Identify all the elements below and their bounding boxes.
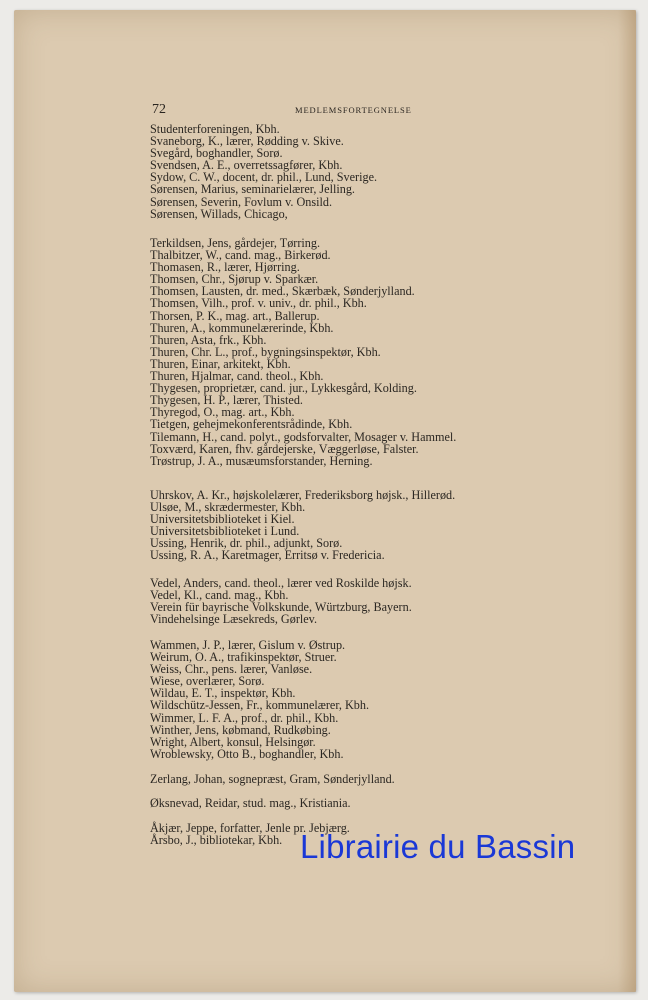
member-entry: Thuren, Einar, arkitekt, Kbh.	[150, 356, 291, 371]
member-section-s	[150, 123, 377, 220]
member-entry: Vindehelsinge Læsekreds, Gørlev.	[150, 612, 318, 627]
member-entry: Thygesen, proprietær, cand. jur., Lykkesgård, Kolding.	[150, 381, 417, 396]
member-entry: Universitetsbiblioteket i Kiel.	[150, 512, 295, 527]
member-entry: Årsbo, J., bibliotekar, Kbh.	[150, 833, 283, 848]
member-section-z	[150, 773, 395, 785]
member-section-u	[150, 489, 455, 562]
seller-watermark: Librairie du Bassin	[300, 828, 576, 865]
member-entry: Ussing, Henrik, dr. phil., adjunkt, Sorø.	[150, 536, 343, 551]
member-entry: Øksnevad, Reidar, stud. mag., Kristiania.	[150, 796, 351, 810]
member-entry: Wiese, overlærer, Sorø.	[150, 674, 265, 689]
member-section-oe	[150, 797, 351, 809]
member-entry: Vedel, Anders, cand. theol., lærer ved Roskilde højsk.	[150, 576, 412, 590]
member-entry: Thomasen, R., lærer, Hjørring.	[150, 260, 300, 275]
member-entry: Tietgen, gehejmekonferentsrådinde, Kbh.	[150, 417, 353, 432]
member-entry: Terkildsen, Jens, gårdejer, Tørring.	[150, 236, 321, 250]
member-entry: Thomsen, Vilh., prof. v. univ., dr. phil., Kbh.	[150, 296, 367, 311]
member-entry: Sørensen, Marius, seminarielærer, Jelling.	[150, 182, 355, 197]
member-entry: Åkjær, Jeppe, forfatter, Jenle pr. Jebjærg.	[150, 821, 350, 835]
member-entry: Thorsen, P. K., mag. art., Ballerup.	[150, 308, 320, 323]
page-header	[152, 102, 452, 118]
member-entry: Thomsen, Lausten, dr. med., Skærbæk, Sønderjylland.	[150, 284, 415, 299]
member-entry: Svendsen, A. E., overretssagfører, Kbh.	[150, 158, 343, 173]
member-entry: Uhrskov, A. Kr., højskolelærer, Frederiksborg højsk., Hillerød.	[150, 488, 456, 502]
member-entry: Wammen, J. P., lærer, Gislum v. Østrup.	[150, 638, 346, 652]
member-entry: Toxværd, Karen, fhv. gårdejerske, Væggerløse, Falster.	[150, 441, 419, 456]
member-entry: Ulsøe, M., skrædermester, Kbh.	[150, 500, 306, 515]
member-entry: Thyregod, O., mag. art., Kbh.	[150, 405, 295, 420]
member-entry: Sørensen, Willads, Chicago,	[150, 206, 288, 221]
member-entry: Zerlang, Johan, sognepræst, Gram, Sønderjylland.	[150, 772, 395, 786]
member-entry: Weiss, Chr., pens. lærer, Vanløse.	[150, 662, 313, 677]
member-section-w	[150, 639, 369, 760]
member-entry: Sydow, C. W., docent, dr. phil., Lund, Sverige.	[150, 170, 378, 185]
member-entry: Wimmer, L. F. A., prof., dr. phil., Kbh.	[150, 710, 339, 725]
member-entry: Thuren, A., kommunelærerinde, Kbh.	[150, 320, 334, 335]
member-entry: Wildau, E. T., inspektør, Kbh.	[150, 686, 296, 701]
member-entry: Universitetsbiblioteket i Lund.	[150, 524, 300, 539]
member-entry: Thygesen, H. P., lærer, Thisted.	[150, 393, 303, 408]
member-entry: Weirum, O. A., trafikinspektør, Struer.	[150, 650, 337, 665]
member-entry: Ussing, R. A., Karetmager, Erritsø v. Fredericia.	[150, 548, 385, 563]
member-entry: Verein für bayrische Volkskunde, Würtzburg, Bayern.	[150, 600, 412, 615]
running-title: MEDLEMSFORTEGNELSE	[295, 105, 412, 115]
page-number: 72	[152, 102, 166, 117]
member-section-v	[150, 577, 412, 625]
member-entry: Studenterforeningen, Kbh.	[150, 122, 280, 136]
member-entry: Svegård, boghandler, Sorø.	[150, 146, 283, 161]
member-entry: Svaneborg, K., lærer, Rødding v. Skive.	[150, 134, 344, 149]
member-entry: Winther, Jens, købmand, Rudkøbing.	[150, 722, 331, 737]
member-section-t	[150, 237, 456, 467]
member-entry: Thalbitzer, W., cand. mag., Birkerød.	[150, 248, 331, 263]
member-entry: Thuren, Asta, frk., Kbh.	[150, 332, 267, 347]
member-entry: Wright, Albert, konsul, Helsingør.	[150, 734, 316, 749]
member-entry: Wroblewsky, Otto B., boghandler, Kbh.	[150, 746, 344, 761]
member-entry: Tilemann, H., cand. polyt., godsforvalter, Mosager v. Hammel.	[150, 429, 457, 444]
member-entry: Sørensen, Severin, Fovlum v. Onsild.	[150, 194, 333, 209]
member-entry: Thuren, Chr. L., prof., bygningsinspektør, Kbh.	[150, 344, 381, 359]
member-entry: Trøstrup, J. A., musæumsforstander, Herning.	[150, 453, 373, 468]
member-entry: Thuren, Hjalmar, cand. theol., Kbh.	[150, 369, 324, 384]
member-entry: Wildschütz-Jessen, Fr., kommunelærer, Kbh.	[150, 698, 370, 713]
member-entry: Thomsen, Chr., Sjørup v. Sparkær.	[150, 272, 319, 287]
member-entry: Vedel, Kl., cand. mag., Kbh.	[150, 588, 289, 603]
